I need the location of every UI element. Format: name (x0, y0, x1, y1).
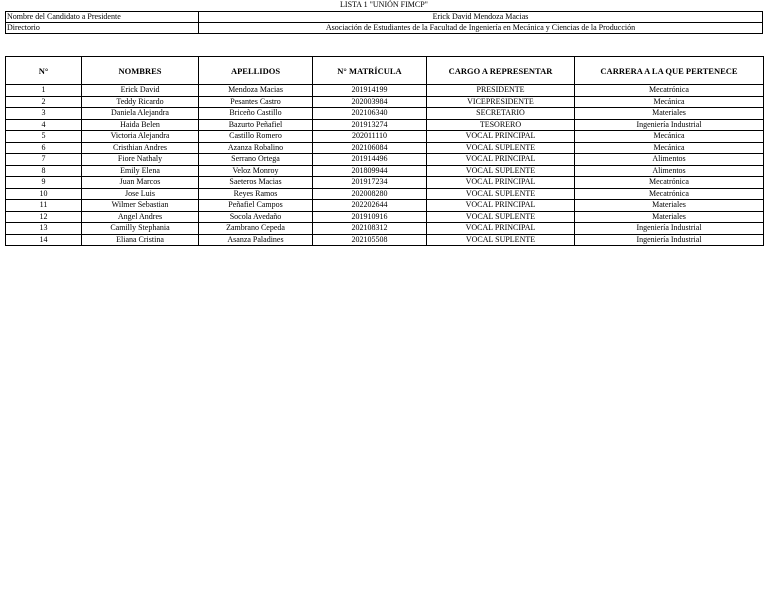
cell-carrera: Mecánica (575, 142, 764, 154)
cell-apellidos: Socola Avedaño (199, 211, 313, 223)
table-row (6, 119, 764, 131)
cell-carrera: Mecatrónica (575, 85, 764, 97)
cell-apellidos: Azanza Robalino (199, 142, 313, 154)
header-matricula: N° MATRÍCULA (313, 57, 427, 85)
cell-apellidos: Veloz Monroy (199, 165, 313, 177)
cell-cargo: VOCAL SUPLENTE (427, 188, 575, 200)
cell-cargo: VOCAL SUPLENTE (427, 234, 575, 246)
cell-nombres: Daniela Alejandra (82, 108, 199, 120)
cell-carrera: Materiales (575, 108, 764, 120)
cell-apellidos: Zambrano Cepeda (199, 223, 313, 235)
cell-carrera: Mecatrónica (575, 188, 764, 200)
cell-carrera: Mecatrónica (575, 177, 764, 189)
cell-number: 10 (6, 188, 82, 200)
cell-cargo: VOCAL PRINCIPAL (427, 200, 575, 212)
table-row (6, 96, 764, 108)
cell-number: 12 (6, 211, 82, 223)
cell-nombres: Angel Andres (82, 211, 199, 223)
cell-number: 9 (6, 177, 82, 189)
cell-number: 8 (6, 165, 82, 177)
cell-carrera: Materiales (575, 211, 764, 223)
cell-nombres: Wilmer Sebastian (82, 200, 199, 212)
table-row (6, 154, 764, 166)
cell-cargo: VICEPRESIDENTE (427, 96, 575, 108)
cell-nombres: Teddy Ricardo (82, 96, 199, 108)
cell-cargo: VOCAL PRINCIPAL (427, 223, 575, 235)
cell-carrera: Mecánica (575, 96, 764, 108)
cell-apellidos: Mendoza Macias (199, 85, 313, 97)
table-row (6, 85, 764, 97)
header-nombres: NOMBRES (82, 57, 199, 85)
cell-cargo: VOCAL SUPLENTE (427, 165, 575, 177)
cell-apellidos: Asanza Paladines (199, 234, 313, 246)
cell-number: 1 (6, 85, 82, 97)
cell-matricula: 202008280 (313, 188, 427, 200)
cell-number: 14 (6, 234, 82, 246)
cell-cargo: VOCAL SUPLENTE (427, 211, 575, 223)
cell-matricula: 202106084 (313, 142, 427, 154)
candidate-row (6, 12, 763, 23)
candidate-name: Erick David Mendoza Macias (199, 12, 763, 23)
cell-nombres: Cristhian Andres (82, 142, 199, 154)
table-row (6, 131, 764, 143)
cell-matricula: 201917234 (313, 177, 427, 189)
cell-number: 7 (6, 154, 82, 166)
cell-nombres: Jose Luis (82, 188, 199, 200)
members-table-body (6, 85, 764, 246)
cell-number: 13 (6, 223, 82, 235)
cell-apellidos: Serrano Ortega (199, 154, 313, 166)
cell-number: 5 (6, 131, 82, 143)
cell-matricula: 202105508 (313, 234, 427, 246)
cell-carrera: Ingeniería Industrial (575, 119, 764, 131)
cell-apellidos: Saeteros Macias (199, 177, 313, 189)
cell-matricula: 202106340 (313, 108, 427, 120)
directorio-label: Directorio (6, 23, 199, 34)
cell-apellidos: Pesantes Castro (199, 96, 313, 108)
table-row (6, 177, 764, 189)
table-row (6, 200, 764, 212)
cell-carrera: Alimentos (575, 154, 764, 166)
cell-carrera: Alimentos (575, 165, 764, 177)
cell-matricula: 201914496 (313, 154, 427, 166)
cell-number: 3 (6, 108, 82, 120)
cell-apellidos: Reyes Ramos (199, 188, 313, 200)
cell-cargo: VOCAL PRINCIPAL (427, 154, 575, 166)
cell-carrera: Ingeniería Industrial (575, 234, 764, 246)
candidate-label: Nombre del Candidato a Presidente (6, 12, 199, 23)
header-cargo: CARGO A REPRESENTAR (427, 57, 575, 85)
cell-matricula: 202011110 (313, 131, 427, 143)
cell-nombres: Emily Elena (82, 165, 199, 177)
cell-matricula: 202003984 (313, 96, 427, 108)
cell-number: 11 (6, 200, 82, 212)
cell-nombres: Fiore Nathaly (82, 154, 199, 166)
cell-cargo: TESORERO (427, 119, 575, 131)
cell-nombres: Haida Belen (82, 119, 199, 131)
directorio-row (6, 23, 763, 34)
table-row (6, 188, 764, 200)
cell-apellidos: Castillo Romero (199, 131, 313, 143)
cell-nombres: Camilly Stephania (82, 223, 199, 235)
table-row (6, 108, 764, 120)
cell-apellidos: Bazurto Peñafiel (199, 119, 313, 131)
cell-apellidos: Peñafiel Campos (199, 200, 313, 212)
header-apellidos: APELLIDOS (199, 57, 313, 85)
cell-cargo: VOCAL PRINCIPAL (427, 177, 575, 189)
header-number: N° (6, 57, 82, 85)
cell-matricula: 201914199 (313, 85, 427, 97)
members-header-row (6, 57, 764, 85)
cell-apellidos: Briceño Castillo (199, 108, 313, 120)
candidate-info-table (5, 11, 763, 34)
header-carrera: CARRERA A LA QUE PERTENECE (575, 57, 764, 85)
cell-number: 2 (6, 96, 82, 108)
cell-matricula: 201910916 (313, 211, 427, 223)
cell-matricula: 202108312 (313, 223, 427, 235)
cell-cargo: VOCAL PRINCIPAL (427, 131, 575, 143)
cell-carrera: Materiales (575, 200, 764, 212)
table-row (6, 211, 764, 223)
cell-nombres: Erick David (82, 85, 199, 97)
table-row (6, 234, 764, 246)
cell-number: 4 (6, 119, 82, 131)
table-row (6, 142, 764, 154)
cell-matricula: 202202644 (313, 200, 427, 212)
cell-cargo: VOCAL SUPLENTE (427, 142, 575, 154)
cell-cargo: PRESIDENTE (427, 85, 575, 97)
cell-nombres: Victoria Alejandra (82, 131, 199, 143)
members-table (5, 56, 764, 246)
table-row (6, 165, 764, 177)
cell-carrera: Ingeniería Industrial (575, 223, 764, 235)
cell-number: 6 (6, 142, 82, 154)
cell-matricula: 201913274 (313, 119, 427, 131)
document-title: LISTA 1 "UNIÓN FIMCP" (340, 0, 428, 9)
cell-nombres: Juan Marcos (82, 177, 199, 189)
directorio-value: Asociación de Estudiantes de la Facultad de Ingeniería en Mecánica y Ciencias de la Producción (199, 23, 763, 34)
cell-cargo: SECRETARIO (427, 108, 575, 120)
cell-matricula: 201809944 (313, 165, 427, 177)
table-row (6, 223, 764, 235)
cell-nombres: Eliana Cristina (82, 234, 199, 246)
cell-carrera: Mecánica (575, 131, 764, 143)
